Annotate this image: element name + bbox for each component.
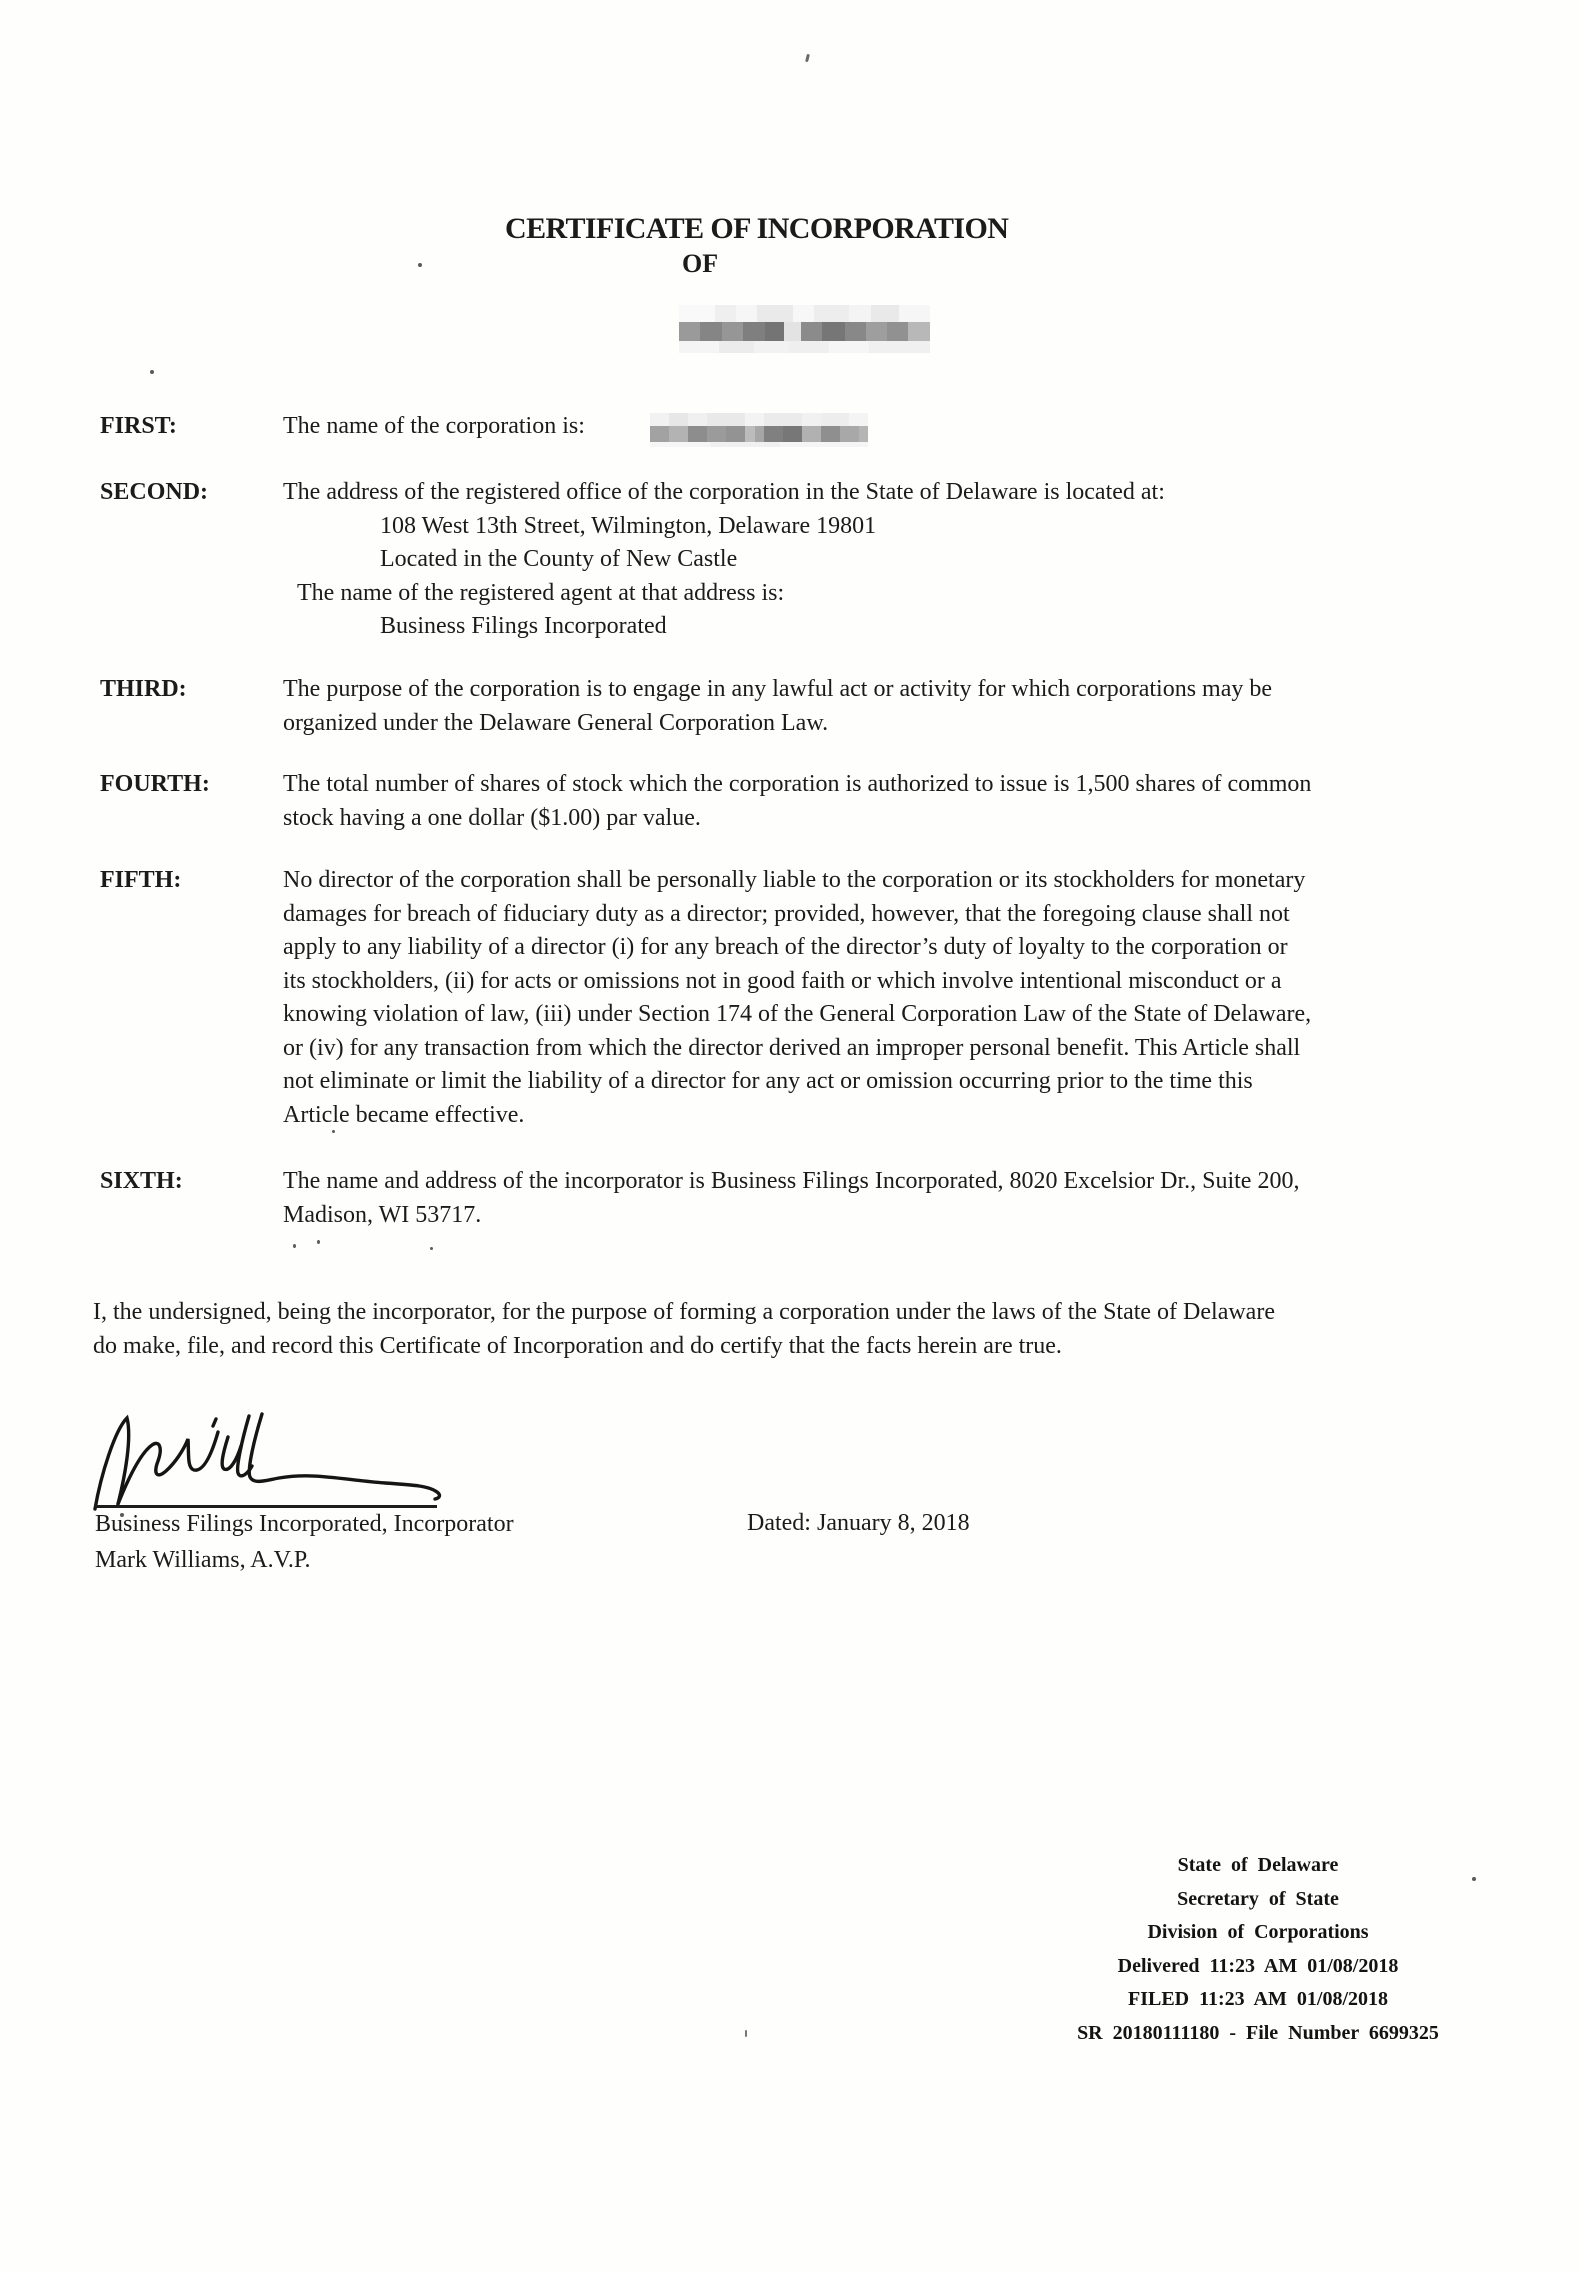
article-third-text: organized under the Delaware General Corporation Law. — [283, 709, 829, 736]
filing-stamp — [1035, 1849, 1481, 2050]
stamp-delivered: Delivered 11:23 AM 01/08/2018 — [1117, 1954, 1399, 1977]
scan-speck — [317, 1240, 320, 1244]
stamp-file-number: SR 20180111180 - File Number 6699325 — [1077, 2021, 1439, 2044]
scan-speck — [293, 1244, 296, 1248]
article-second-label: SECOND: — [100, 479, 209, 505]
document-title-of: OF — [682, 249, 719, 278]
article-fifth — [0, 864, 1579, 1132]
stamp-division: Division of Corporations — [1147, 1921, 1369, 1943]
article-third — [0, 673, 1579, 740]
article-sixth — [0, 1165, 1579, 1232]
registered-agent-name: Business Filings Incorporated — [380, 613, 667, 639]
article-fifth-text: not eliminate or limit the liability of a director for any act or omission occurring prior to the time this — [283, 1068, 1253, 1094]
article-fifth-text: knowing violation of law, (iii) under Section 174 of the General Corporation Law of the State of Delaware, — [283, 1001, 1312, 1027]
article-fifth-text: apply to any liability of a director (i) for any breach of the director’s duty of loyalty to the corporation or — [283, 934, 1288, 960]
article-fourth-text: stock having a one dollar ($1.00) par value. — [283, 804, 701, 831]
closing-text: do make, file, and record this Certificate of Incorporation and do certify that the facts herein are true. — [93, 1333, 1062, 1359]
article-fifth-text: damages for breach of fiduciary duty as a director; provided, however, that the foregoing clause shall not — [283, 900, 1290, 927]
scan-speck — [430, 1247, 433, 1250]
article-fourth-text: The total number of shares of stock which the corporation is authorized to issue is 1,500 shares of common — [283, 771, 1312, 797]
scan-speck — [745, 2030, 747, 2037]
article-second — [0, 476, 1579, 644]
registered-office-address: 108 West 13th Street, Wilmington, Delaware 19801 — [380, 512, 877, 539]
registered-agent-intro: The name of the registered agent at that address is: — [297, 579, 785, 606]
scan-speck — [150, 370, 154, 374]
signature-name: Mark Williams, A.V.P. — [95, 1547, 311, 1573]
registered-office-county: Located in the County of New Castle — [380, 546, 738, 572]
article-fourth — [0, 768, 1579, 835]
article-sixth-label: SIXTH: — [100, 1168, 183, 1194]
article-first-text: The name of the corporation is: — [283, 413, 585, 439]
article-third-text: The purpose of the corporation is to engage in any lawful act or activity for which corporations may be — [283, 676, 1273, 702]
article-fifth-text: or (iv) for any transaction from which the director derived an improper personal benefit. This Article shall — [283, 1034, 1301, 1061]
stamp-filed: FILED 11:23 AM 01/08/2018 — [1127, 1988, 1388, 2010]
stamp-state: State of Delaware — [1177, 1854, 1339, 1876]
closing-statement — [93, 1295, 1275, 1363]
article-third-label: THIRD: — [100, 676, 187, 702]
scan-speck — [805, 54, 810, 62]
article-fourth-label: FOURTH: — [100, 771, 210, 797]
article-fifth-text: Article became effective. — [283, 1101, 525, 1128]
signature-handwriting — [85, 1412, 465, 1514]
closing-text: I, the undersigned, being the incorporator, for the purpose of forming a corporation under the laws of the State of Delaware — [93, 1299, 1275, 1325]
redacted-company-name-block — [679, 305, 930, 353]
article-second-text: The address of the registered office of the corporation in the State of Delaware is located at: — [283, 479, 1165, 505]
stamp-secretary: Secretary of State — [1177, 1887, 1339, 1910]
document-title: CERTIFICATE OF INCORPORATION — [505, 212, 1009, 245]
article-sixth-text: The name and address of the incorporator is Business Filings Incorporated, 8020 Excelsior Dr., Suite 200, — [283, 1168, 1300, 1194]
article-fifth-text: its stockholders, (ii) for acts or omissions not in good faith or which involve intentional misconduct or a — [283, 967, 1282, 994]
article-first-label: FIRST: — [100, 413, 177, 439]
article-sixth-text: Madison, WI 53717. — [283, 1201, 482, 1228]
scan-speck — [418, 263, 422, 267]
article-fifth-text: No director of the corporation shall be personally liable to the corporation or its stockholders for monetary — [283, 867, 1306, 893]
article-fifth-label: FIFTH: — [100, 867, 182, 893]
redacted-company-name-inline — [650, 413, 868, 447]
signature-date: Dated: January 8, 2018 — [747, 1510, 970, 1536]
signature-org: Business Filings Incorporated, Incorporator — [95, 1511, 514, 1537]
